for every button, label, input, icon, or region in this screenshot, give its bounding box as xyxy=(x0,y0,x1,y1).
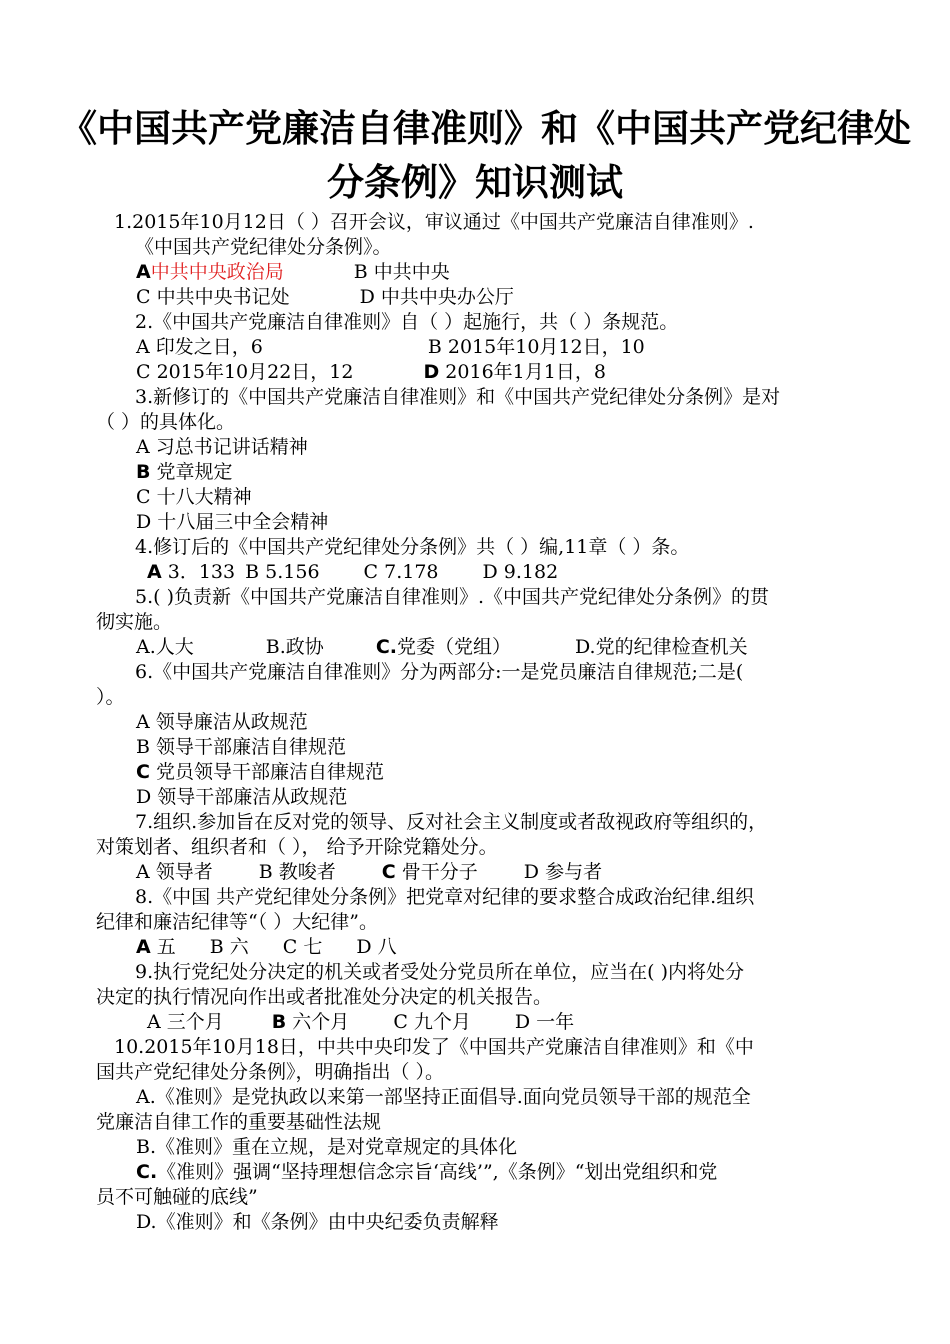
option-letter: C xyxy=(363,561,379,583)
option-text: 2016年1月1日，8 xyxy=(439,361,606,383)
option-letter: C xyxy=(393,1011,408,1033)
question-10-option-continued xyxy=(96,1185,258,1210)
option-text: 参与者 xyxy=(539,861,603,883)
question-6-option xyxy=(136,710,308,735)
option-text: 一年 xyxy=(530,1011,575,1033)
option-text: 人大 xyxy=(155,636,194,658)
question-1-stem xyxy=(135,235,392,260)
option-letter: D xyxy=(482,561,498,583)
question-text: 彻实施。 xyxy=(96,611,173,633)
option-letter: A xyxy=(136,336,150,358)
option-text: 党章规定 xyxy=(150,461,233,483)
option-letter: B xyxy=(353,261,368,283)
option-text: 领导干部廉洁从政规范 xyxy=(151,786,348,808)
option-letter: A xyxy=(136,261,151,283)
option-text: 骨干分子 xyxy=(395,861,478,883)
option-text: 中共中央政治局 xyxy=(150,261,284,283)
question-text: 5.( )负责新《中国共产党廉洁自律准则》.《中国共产党纪律处分条例》的贯 xyxy=(135,586,770,608)
option-text: 2015年10月12日，10 xyxy=(441,336,645,358)
option-letter: A xyxy=(147,1011,161,1033)
question-3-option xyxy=(136,460,233,485)
option-letter: B xyxy=(136,736,150,758)
option-text: 党廉洁自律工作的重要基础性法规 xyxy=(96,1111,382,1133)
option-letter: D xyxy=(514,1011,531,1033)
question-10-option xyxy=(136,1135,517,1160)
option-letter: B xyxy=(271,1011,287,1033)
option-letter: D. xyxy=(136,1211,157,1233)
option-letter: A. xyxy=(136,1086,156,1108)
option-text: 7.178 xyxy=(378,561,439,583)
question-text: 8.《中国 共产党纪律处分条例》把党章对纪律的要求整合成政治纪律.组织 xyxy=(135,886,755,908)
option-letter: B xyxy=(258,861,273,883)
question-9-options-line xyxy=(147,1010,574,1035)
option-text: 中共中央办公厅 xyxy=(374,286,514,308)
question-text: 4.修订后的《中国共产党纪律处分条例》共（ ）编,11章（ ）条。 xyxy=(135,536,690,558)
question-text: 纪律和廉洁纪律等“（ ）大纪律”。 xyxy=(96,911,378,933)
question-4-stem xyxy=(135,535,689,560)
question-10-option xyxy=(136,1210,499,1235)
option-letter: D xyxy=(136,511,152,533)
question-3-option xyxy=(136,435,308,460)
option-text: 领导廉洁从政规范 xyxy=(149,711,308,733)
question-5-stem xyxy=(135,585,769,610)
question-10-stem xyxy=(114,1035,754,1060)
question-3-option xyxy=(136,510,328,535)
question-5-stem xyxy=(96,610,172,635)
option-text: 政协 xyxy=(285,636,324,658)
option-text: 六 xyxy=(223,936,249,958)
question-9-stem xyxy=(135,960,744,985)
option-letter: A xyxy=(136,861,150,883)
option-text: 2015年10月22日，12 xyxy=(150,361,354,383)
question-text: 6.《中国共产党廉洁自律准则》分为两部分:一是党员廉洁自律规范;二是( xyxy=(135,661,744,683)
question-10-option xyxy=(136,1160,717,1185)
option-letter: B xyxy=(245,561,260,583)
option-text: 党的纪律检查机关 xyxy=(595,636,748,658)
option-letter: B xyxy=(209,936,224,958)
option-text: 教唆者 xyxy=(272,861,336,883)
question-text: 10.2015年10月18日，中共中央印发了《中国共产党廉洁自律准则》和《中 xyxy=(114,1036,754,1058)
option-text: 五 xyxy=(150,936,176,958)
question-1-stem xyxy=(114,210,754,235)
option-letter: B xyxy=(136,461,151,483)
question-7-options-line xyxy=(136,860,602,885)
option-letter: B. xyxy=(265,636,286,658)
question-10-stem xyxy=(96,1060,444,1085)
question-text: 《中国共产党纪律处分条例》。 xyxy=(135,236,392,258)
document-title xyxy=(60,102,911,210)
option-letter: A xyxy=(136,436,150,458)
question-2-options-row xyxy=(136,360,606,385)
question-text: 9.执行党纪处分决定的机关或者受处分党员所在单位，应当在( )内将处分 xyxy=(135,961,744,983)
option-letter: D xyxy=(136,786,152,808)
question-7-stem xyxy=(135,810,767,835)
question-6-option xyxy=(136,785,347,810)
option-letter: C xyxy=(136,486,151,508)
option-letter: C. xyxy=(136,1161,158,1183)
option-letter: C. xyxy=(375,636,397,658)
question-text: 7.组织.参加旨在反对党的领导、反对社会主义制度或者敌视政府等组织的， xyxy=(135,811,768,833)
option-letter: B xyxy=(427,336,442,358)
option-text: 党委（党组） xyxy=(396,636,511,658)
question-6-option xyxy=(136,735,346,760)
question-7-stem xyxy=(96,835,498,860)
question-5-options-line xyxy=(136,635,748,660)
option-letter: A xyxy=(147,561,162,583)
title-line-1: 《中国共产党廉洁自律准则》和《中国共产党纪律处 xyxy=(60,107,911,150)
question-3-stem xyxy=(135,385,780,410)
option-text: 5.156 xyxy=(259,561,320,583)
option-text: 八 xyxy=(371,936,397,958)
question-text: 国共产党纪律处分条例》，明确指出（ ）。 xyxy=(96,1061,445,1083)
question-9-stem xyxy=(96,985,552,1010)
option-text: 六个月 xyxy=(286,1011,350,1033)
question-2-options-row xyxy=(136,335,645,360)
option-text: 《准则》重在立规，是对党章规定的具体化 xyxy=(156,1136,518,1158)
option-text: 七 xyxy=(297,936,323,958)
option-text: 九个月 xyxy=(407,1011,471,1033)
option-letter: A. xyxy=(136,636,156,658)
question-text: ）。 xyxy=(96,686,125,708)
option-text: 中共中央 xyxy=(367,261,450,283)
option-text: 3．133 xyxy=(161,561,236,583)
question-1-options-row xyxy=(136,285,514,310)
question-text: 3.新修订的《中国共产党廉洁自律准则》和《中国共产党纪律处分条例》是对 xyxy=(135,386,781,408)
option-text: 9.182 xyxy=(497,561,559,583)
option-text: 三个月 xyxy=(160,1011,224,1033)
question-8-stem xyxy=(135,885,754,910)
question-text: 对策划者、组织者和（ ）， 给予开除党籍处分。 xyxy=(96,836,498,858)
option-text: 中共中央书记处 xyxy=(150,286,290,308)
option-letter: D xyxy=(356,936,372,958)
option-text: 《准则》和《条例》由中央纪委负责解释 xyxy=(156,1211,499,1233)
question-1-options-row xyxy=(136,260,450,285)
question-6-stem xyxy=(96,685,125,710)
option-letter: C xyxy=(282,936,298,958)
option-text: 印发之日，6 xyxy=(149,336,263,358)
option-text: 十八大精神 xyxy=(150,486,252,508)
option-text: 习总书记讲话精神 xyxy=(149,436,308,458)
title-line-2: 分条例》知识测试 xyxy=(327,161,623,204)
option-text: 党员领导干部廉洁自律规范 xyxy=(149,761,384,783)
option-letter: D xyxy=(359,286,375,308)
option-text: 十八届三中全会精神 xyxy=(151,511,329,533)
question-3-option xyxy=(136,485,252,510)
option-letter: D xyxy=(423,361,440,383)
question-10-option-continued xyxy=(96,1110,381,1135)
question-6-stem xyxy=(135,660,743,685)
option-letter: C xyxy=(136,286,151,308)
option-letter: A xyxy=(136,711,150,733)
option-text: 《准则》强调“坚持理想信念宗旨‘高线’”,《条例》“划出党组织和党 xyxy=(157,1161,718,1183)
option-letter: C xyxy=(381,861,396,883)
option-text: 《准则》是党执政以来第一部坚持正面倡导.面向党员领导干部的规范全 xyxy=(155,1086,751,1108)
question-text: 决定的执行情况向作出或者批准处分决定的机关报告。 xyxy=(96,986,553,1008)
option-letter: B. xyxy=(136,1136,157,1158)
question-3-stem xyxy=(96,410,235,435)
option-letter: C xyxy=(136,761,150,783)
option-text: 员不可触碰的底线” xyxy=(96,1186,258,1208)
question-8-options-line xyxy=(136,935,397,960)
question-8-stem xyxy=(96,910,378,935)
question-4-options-line xyxy=(147,560,558,585)
question-10-option xyxy=(136,1085,751,1110)
option-letter: D. xyxy=(575,636,596,658)
option-letter: C xyxy=(136,361,151,383)
option-letter: A xyxy=(136,936,151,958)
question-6-option xyxy=(136,760,384,785)
question-2-stem xyxy=(135,310,678,335)
option-text: 领导干部廉洁自律规范 xyxy=(149,736,347,758)
question-text: （ ）的具体化。 xyxy=(96,411,236,433)
question-text: 1.2015年10月12日（ ）召开会议，审议通过《中国共产党廉洁自律准则》. xyxy=(114,211,754,233)
question-text: 2.《中国共产党廉洁自律准则》自（ ）起施行，共（ ）条规范。 xyxy=(135,311,679,333)
option-letter: D xyxy=(523,861,540,883)
option-text: 领导者 xyxy=(149,861,213,883)
